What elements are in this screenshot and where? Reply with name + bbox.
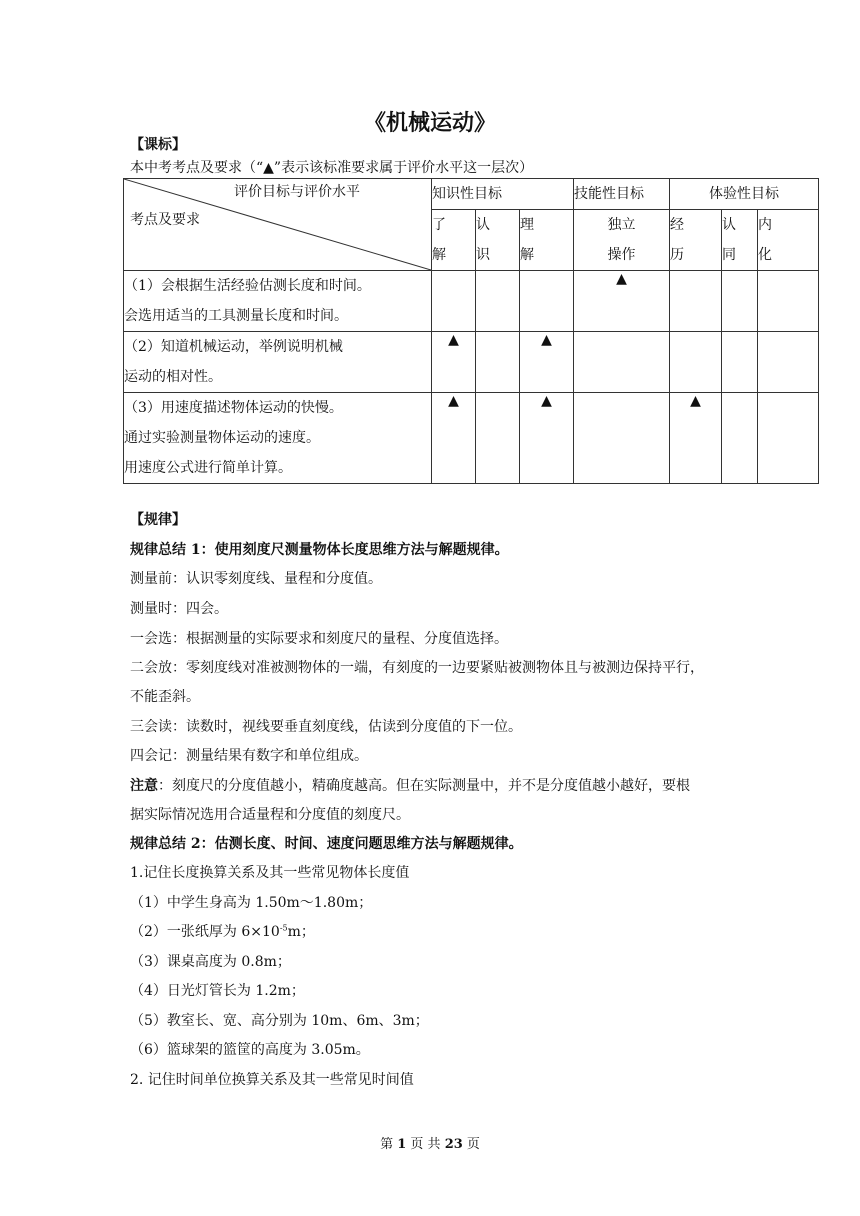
group-knowledge: 知识性目标 bbox=[432, 179, 574, 210]
group-skill: 技能性目标 bbox=[574, 179, 670, 210]
mark-cell bbox=[670, 332, 722, 393]
page-total: 23 bbox=[444, 1137, 463, 1152]
list-item: （1）中学生身高为 1.50m～1.80m； bbox=[130, 895, 373, 911]
table-row bbox=[124, 332, 819, 393]
table-row bbox=[124, 271, 819, 332]
paragraph-line: 测量前：认识零刻度线、量程和分度值。 bbox=[130, 571, 382, 587]
list-item: （6）篮球架的篮筐的高度为 3.05m。 bbox=[130, 1042, 370, 1058]
rule1-title: 规律总结 1：使用刻度尺测量物体长度思维方法与解题规律。 bbox=[130, 542, 509, 558]
level-header: 理 解 bbox=[520, 210, 574, 271]
page-number: 1 bbox=[397, 1137, 407, 1152]
requirement-cell: （1）会根据生活经验估测长度和时间。 会选用适当的工具测量长度和时间。 bbox=[124, 271, 432, 332]
rule2-title: 规律总结 2：估测长度、时间、速度问题思维方法与解题规律。 bbox=[130, 836, 523, 852]
mark-cell bbox=[476, 271, 520, 332]
paragraph-line: 三会读：读数时，视线要垂直刻度线，估读到分度值的下一位。 bbox=[130, 719, 522, 735]
mark-cell bbox=[476, 393, 520, 484]
list-heading: 1.记住长度换算关系及其一些常见物体长度值 bbox=[130, 865, 410, 881]
paragraph-line: 测量时：四会。 bbox=[130, 601, 228, 617]
mark-cell bbox=[758, 393, 819, 484]
level-header: 经 历 bbox=[670, 210, 722, 271]
list-item: （3）课桌高度为 0.8m； bbox=[130, 954, 291, 970]
note-line: 据实际情况选用合适量程和分度值的刻度尺。 bbox=[130, 807, 410, 823]
mark-cell bbox=[670, 271, 722, 332]
table-row bbox=[124, 393, 819, 484]
list-item: （2）一张纸厚为 $6\times 10^{-5}m$； bbox=[130, 923, 315, 940]
table-corner-cell bbox=[124, 179, 432, 271]
level-header: 了 解 bbox=[432, 210, 476, 271]
page-title: 《机械运动》 bbox=[363, 110, 496, 136]
mark-cell bbox=[520, 271, 574, 332]
mark-cell bbox=[722, 332, 758, 393]
level-header: 认 识 bbox=[476, 210, 520, 271]
mark-cell: ▲ bbox=[520, 393, 574, 484]
mark-cell: ▲ bbox=[670, 393, 722, 484]
intro-text: 本中考考点及要求（“▲”表示该标准要求属于评价水平这一层次） bbox=[130, 160, 534, 176]
paragraph-line: 四会记：测量结果有数字和单位组成。 bbox=[130, 748, 368, 764]
mark-cell bbox=[476, 332, 520, 393]
section-heading-guilv: 【规律】 bbox=[130, 512, 186, 528]
mark-cell bbox=[722, 393, 758, 484]
corner-bottom-label: 考点及要求 bbox=[130, 212, 200, 228]
group-experience: 体验性目标 bbox=[670, 179, 819, 210]
section-heading-kebiao: 【课标】 bbox=[130, 137, 186, 153]
corner-top-label: 评价目标与评价水平 bbox=[234, 184, 360, 200]
mark-cell bbox=[574, 393, 670, 484]
list-item: （5）教室长、宽、高分别为 10m、6m、3m； bbox=[130, 1013, 429, 1029]
standards-table bbox=[123, 178, 819, 484]
mark-cell bbox=[574, 332, 670, 393]
mark-cell: ▲ bbox=[574, 271, 670, 332]
mark-cell bbox=[758, 271, 819, 332]
list-item: （4）日光灯管长为 1.2m； bbox=[130, 983, 305, 999]
mark-cell: ▲ bbox=[432, 393, 476, 484]
note-line: 注意：刻度尺的分度值越小，精确度越高。但在实际测量中，并不是分度值越小越好，要根 bbox=[130, 778, 690, 794]
level-header: 内 化 bbox=[758, 210, 819, 271]
level-header: 认 同 bbox=[722, 210, 758, 271]
mark-cell bbox=[432, 271, 476, 332]
mark-cell: ▲ bbox=[432, 332, 476, 393]
list-heading: 2. 记住时间单位换算关系及其一些常见时间值 bbox=[130, 1072, 414, 1088]
requirement-cell: （2）知道机械运动，举例说明机械 运动的相对性。 bbox=[124, 332, 432, 393]
paragraph-line: 二会放：零刻度线对准被测物体的一端，有刻度的一边要紧贴被测物体且与被测边保持平行， bbox=[130, 660, 704, 676]
mark-cell bbox=[758, 332, 819, 393]
requirement-cell: （3）用速度描述物体运动的快慢。 通过实验测量物体运动的速度。 用速度公式进行简单计算。 bbox=[124, 393, 432, 484]
paragraph-line: 一会选：根据测量的实际要求和刻度尺的量程、分度值选择。 bbox=[130, 631, 508, 647]
page-footer: 第 1 页 共 23 页 bbox=[380, 1137, 480, 1152]
paragraph-line: 不能歪斜。 bbox=[130, 689, 200, 705]
note-label: 注意 bbox=[130, 778, 158, 794]
level-header: 独立 操作 bbox=[574, 210, 670, 271]
mark-cell bbox=[722, 271, 758, 332]
mark-cell: ▲ bbox=[520, 332, 574, 393]
